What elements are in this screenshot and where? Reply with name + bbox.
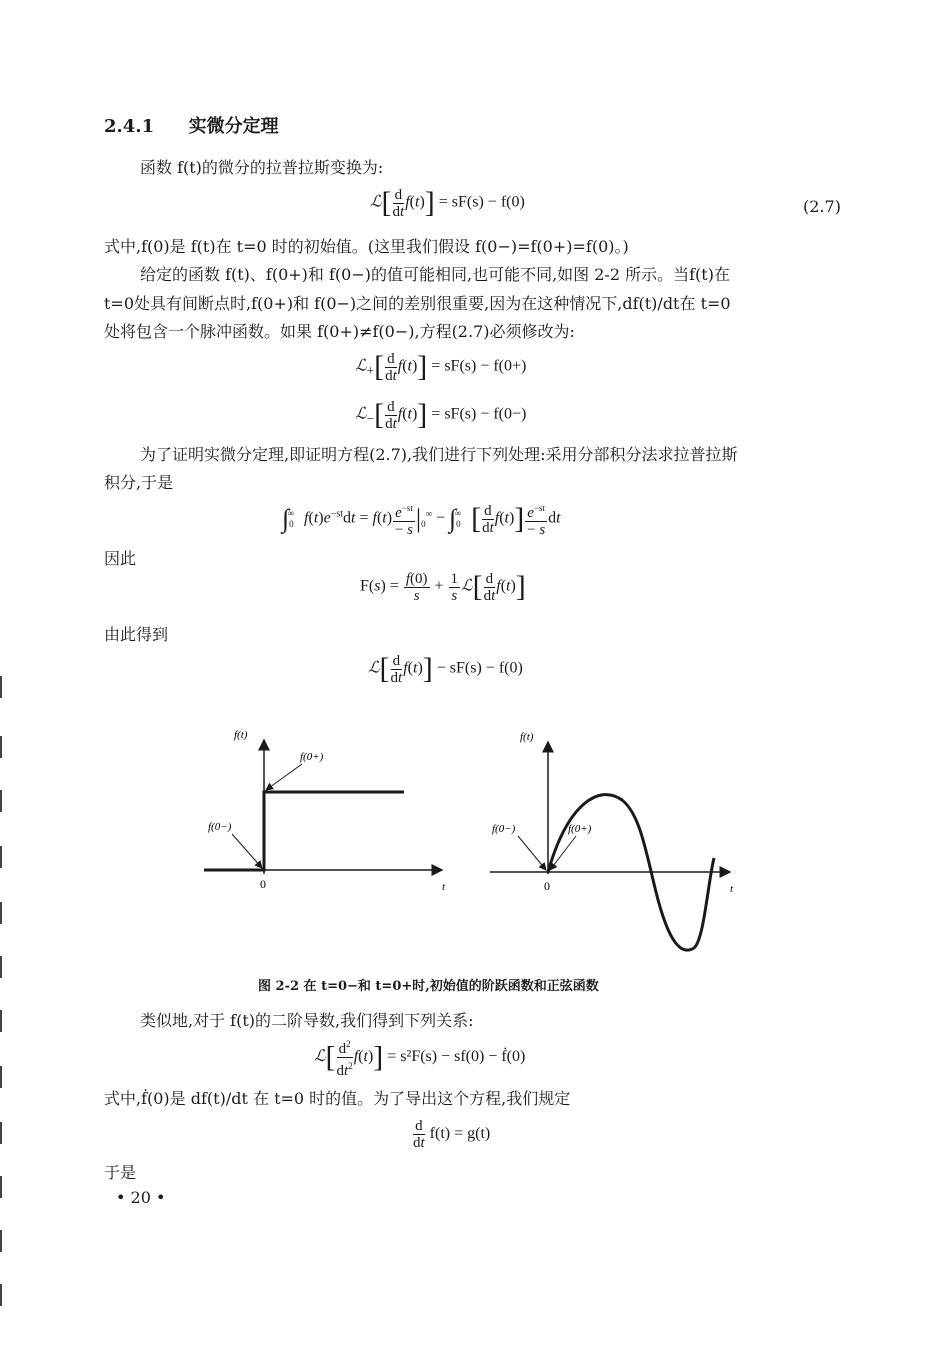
scan-mark [0, 956, 2, 978]
scan-mark [0, 1010, 2, 1032]
scan-mark [0, 1066, 2, 1088]
paragraph-discontinuity-line2: t=0处具有间断点时,f(0+)和 f(0−)之间的差别很重要,因为在这种情况下,df(t)/dt在 t=0 [104, 294, 731, 313]
right-annot-plus: f(0+) [568, 823, 592, 835]
scan-mark [0, 790, 2, 812]
equation-minus-rhs: = sF(s) − f(0−) [431, 405, 527, 423]
scan-mark [0, 846, 2, 868]
scan-mark [0, 676, 2, 698]
scan-mark [0, 736, 2, 758]
scan-mark [0, 1122, 2, 1144]
paragraph-hence: 由此得到 [104, 625, 169, 644]
equation-2-7-rhs: = sF(s) − f(0) [438, 193, 525, 211]
section-number: 2.4.1 [104, 116, 155, 137]
paragraph-proof-line2: 积分,于是 [104, 473, 174, 492]
figure-2-2 [190, 722, 760, 992]
scan-mark [0, 902, 2, 924]
paragraph-derivative-value: 式中,ḟ(0)是 df(t)/dt 在 t=0 时的值。为了导出这个方程,我们规定 [104, 1089, 571, 1108]
left-arrow-plus [266, 764, 302, 790]
equation-second-derivative: ℒ[ $\frac{d^2}{dt^2}$ f(t)] = s²F(s) − sf(0) − ḟ(0) [314, 1036, 525, 1079]
equation-2-7: ℒ[ $\frac{d}{dt}$ f(t)] = sF(s) − f(0) [370, 186, 525, 220]
equation-result-rhs: − sF(s) − f(0) [436, 659, 523, 677]
right-origin-label: 0 [544, 879, 550, 893]
equation-F-of-s: F(s) = $\frac{f(0)}{s}$ + $\frac{1}{s}$ ℒ[ $\frac{d}{dt}$ f(t)] [360, 570, 526, 604]
equation-number: (2.7) [803, 197, 841, 216]
step-curve [204, 792, 404, 870]
left-arrow-minus [232, 834, 262, 868]
equation-definition-g: $\frac{d}{dt}$ f(t) = g(t) [413, 1118, 491, 1151]
section-title: 实微分定理 [188, 116, 279, 137]
paragraph-then: 于是 [104, 1163, 137, 1182]
equation-second-derivative-rhs: = s²F(s) − sf(0) − ḟ(0) [387, 1048, 526, 1066]
right-annot-minus: f(0−) [492, 823, 516, 835]
equation-minus: ℒ$_-$[ $\frac{d}{dt}$ f(t)] = sF(s) − f(0−) [355, 398, 527, 432]
paragraph-initial-value: 式中,f(0)是 f(t)在 t=0 时的初始值。(这里我们假设 f(0−)=f(0+)=f(0)。) [104, 237, 629, 256]
scan-mark [0, 1230, 2, 1252]
paragraph-therefore: 因此 [104, 549, 137, 568]
left-x-label: t [442, 881, 446, 893]
scan-mark [0, 1284, 2, 1306]
page-number: • 20 • [116, 1188, 166, 1207]
section-heading [104, 116, 279, 138]
paragraph-proof-line1: 为了证明实微分定理,即证明方程(2.7),我们进行下列处理:采用分部积分法求拉普拉斯 [140, 445, 738, 464]
left-origin-label: 0 [260, 877, 266, 891]
right-arrow-minus [518, 836, 546, 870]
figure-caption: 图 2-2 在 t=0−和 t=0+时,初始值的阶跃函数和正弦函数 [258, 979, 599, 994]
paragraph-discontinuity-line1: 给定的函数 f(t)、f(0+)和 f(0−)的值可能相同,也可能不同,如图 2-2 所示。当f(t)在 [140, 265, 730, 284]
equation-plus: ℒ$_+$[ $\frac{d}{dt}$ f(t)] = sF(s) − f(0+) [355, 350, 527, 384]
left-annot-minus: f(0−) [208, 821, 232, 833]
right-y-label: f(t) [520, 731, 534, 743]
equation-result: ℒ[ $\frac{d}{dt}$ f(t)] − sF(s) − f(0) [368, 652, 523, 686]
equation-integration-by-parts: $\int_0^\infty$ $f(t)e^{-st}dt = f(t)$ $\frac{e^{-st}}{- s}$ $|_0^\infty - \int_0^\infty$ [ $\frac{d}{dt}$ f(t)] $\frac{e^{-st}}{- s}$ dt [282, 502, 561, 538]
left-y-label: f(t) [234, 729, 248, 741]
sine-function-plot [490, 731, 734, 950]
step-function-plot [204, 729, 446, 893]
scan-mark [0, 1176, 2, 1198]
equation-minus-sub: − [366, 410, 375, 426]
equation-definition-g-rhs: f(t) = g(t) [429, 1125, 491, 1143]
equation-plus-sub: + [366, 362, 375, 378]
left-annot-plus: f(0+) [300, 751, 324, 763]
paragraph-second-derivative: 类似地,对于 f(t)的二阶导数,我们得到下列关系: [140, 1011, 474, 1030]
equation-plus-rhs: = sF(s) − f(0+) [431, 357, 527, 375]
paragraph-intro: 函数 f(t)的微分的拉普拉斯变换为: [140, 158, 384, 177]
right-x-label: t [730, 883, 734, 895]
paragraph-discontinuity-line3: 处将包含一个脉冲函数。如果 f(0+)≠f(0−),方程(2.7)必须修改为: [104, 322, 575, 341]
